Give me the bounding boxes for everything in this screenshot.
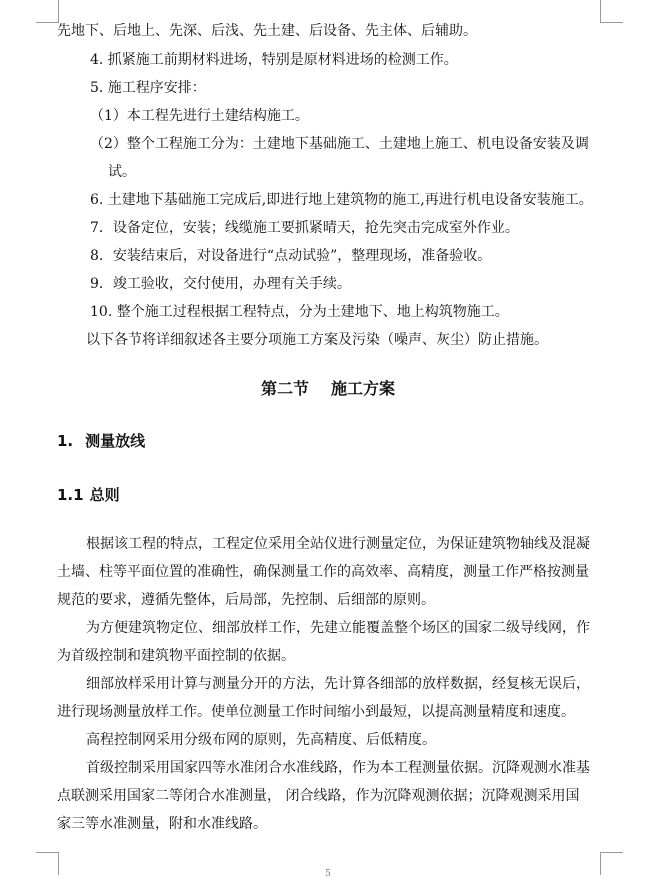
list-item: 5. 施工程序安排： — [90, 80, 206, 96]
list-item: 9．竣工验收，交付使用，办理有关手续。 — [90, 276, 351, 292]
heading-text: 总则 — [89, 486, 120, 504]
paragraph-line: 为方便建筑物定位、细部放样工作，先建立能覆盖整个场区的国家二级导线网，作 — [86, 620, 590, 636]
paragraph-line: 土墙、柱等平面位置的准确性，确保测量工作的高效率、高精度，测量工作严格按测量 — [57, 564, 589, 580]
corner-crop-mark-top-left — [36, 0, 59, 23]
heading-number: 1. — [57, 432, 74, 450]
paragraph-line: 首级控制采用国家四等水准闭合水准线路，作为本工程测量依据。沉降观测水准基 — [86, 760, 590, 776]
list-item: 6. 土建地下基础施工完成后,即进行地上建筑物的施工,再进行机电设备安装施工。 — [90, 192, 593, 208]
sub-list-item-continuation: 试。 — [108, 164, 136, 180]
section-number: 第二节 — [260, 379, 309, 398]
section-title — [0, 378, 656, 400]
paragraph-line: 进行现场测量放样工作。使单位测量工作时间缩小到最短，以提高测量精度和速度。 — [57, 704, 575, 720]
list-item: 10. 整个施工过程根据工程特点，分为土建地下、地上构筑物施工。 — [90, 304, 509, 320]
paragraph-line: 点联测采用国家二等闭合水准测量， 闭合线路，作为沉降观测依据；沉降观测采用国 — [57, 788, 580, 804]
heading-number: 1.1 — [57, 486, 84, 504]
corner-crop-mark-top-right — [600, 0, 623, 23]
sub-list-item: （2）整个工程施工分为：土建地下基础施工、土建地上施工、机电设备安装及调 — [90, 136, 589, 152]
paragraph-line: 高程控制网采用分级布网的原则，先高精度、后低精度。 — [86, 732, 436, 748]
paragraph-line: 规范的要求，遵循先整体，后局部，先控制、后细部的原则。 — [57, 592, 435, 608]
section-name: 施工方案 — [331, 379, 396, 398]
sub-list-item: （1）本工程先进行土建结构施工。 — [90, 108, 309, 124]
text-line: 以下各节将详细叙述各主要分项施工方案及污染（噪声、灰尘）防止措施。 — [86, 332, 548, 348]
paragraph-line: 家三等水准测量，附和水准线路。 — [57, 816, 267, 832]
heading-level-2 — [57, 484, 120, 506]
list-item: 4. 抓紧施工前期材料进场，特别是原材料进场的检测工作。 — [90, 52, 458, 68]
text-line: 先地下、后地上、先深、后浅、先土建、后设备、先主体、后辅助。 — [57, 23, 477, 39]
list-item: 8．安装结束后，对设备进行“点动试验”，整理现场，准备验收。 — [90, 248, 492, 264]
paragraph-line: 细部放样采用计算与测量分开的方法，先计算各细部的放样数据，经复核无误后， — [86, 676, 590, 692]
list-item: 7．设备定位，安装；线缆施工要抓紧晴天，抢先突击完成室外作业。 — [90, 220, 519, 236]
page-number: 5 — [325, 869, 331, 879]
heading-text: 测量放线 — [85, 432, 146, 450]
heading-level-1 — [57, 430, 145, 452]
paragraph-line: 根据该工程的特点，工程定位采用全站仪进行测量定位，为保证建筑物轴线及混凝 — [86, 536, 590, 552]
paragraph-line: 为首级控制和建筑物平面控制的依据。 — [57, 648, 295, 664]
